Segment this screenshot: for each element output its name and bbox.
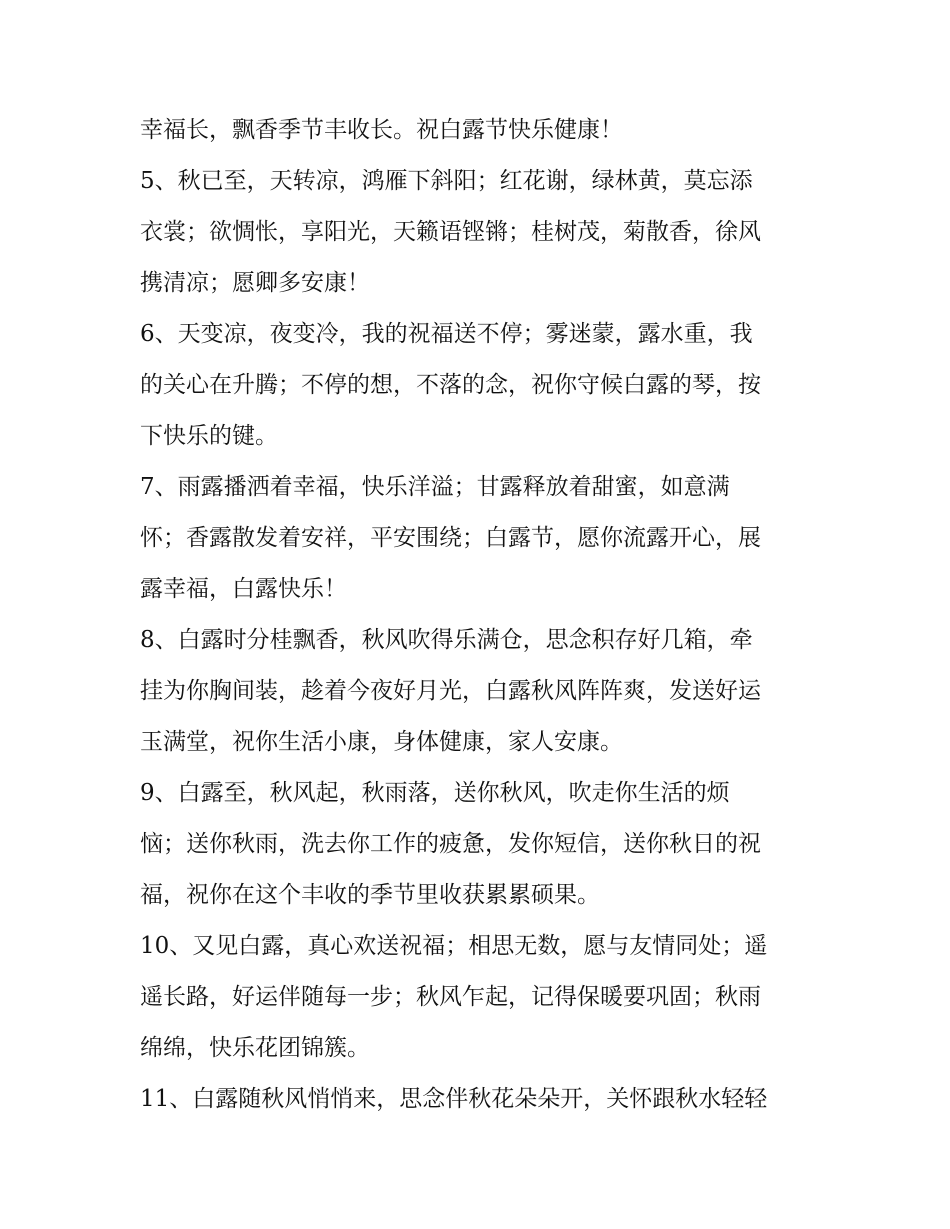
text-line: 10、又见白露，真心欢送祝福；相思无数，愿与友情同处；遥: [140, 933, 768, 959]
text-line: 下快乐的键。: [140, 423, 278, 449]
text-line: 8、白露时分桂飘香，秋风吹得乐满仓，思念积存好几箱，牵: [140, 627, 753, 653]
text-line: 11、白露随秋风悄悄来，思念伴秋花朵朵开，关怀跟秋水轻轻: [140, 1086, 768, 1112]
text-line: 的关心在升腾；不停的想，不落的念，祝你守候白露的琴，按: [140, 372, 761, 398]
text-line: 衣裳；欲惆怅，享阳光，天籁语铿锵；桂树茂，菊散香，徐风: [140, 219, 761, 245]
text-line: 幸福长，飘香季节丰收长。祝白露节快乐健康！: [140, 117, 623, 143]
text-line: 露幸福，白露快乐！: [140, 576, 347, 602]
text-line: 怀；香露散发着安祥，平安围绕；白露节，愿你流露开心，展: [140, 525, 761, 551]
text-line: 玉满堂，祝你生活小康，身体健康，家人安康。: [140, 729, 623, 755]
text-line: 携清凉；愿卿多安康！: [140, 270, 370, 296]
text-line: 5、秋已至，天转凉，鸿雁下斜阳；红花谢，绿林黄，莫忘添: [140, 168, 753, 194]
text-line: 6、天变凉，夜变冷，我的祝福送不停；雾迷蒙，露水重，我: [140, 321, 753, 347]
text-line: 9、白露至，秋风起，秋雨落，送你秋风，吹走你生活的烦: [140, 780, 730, 806]
text-line: 绵绵，快乐花团锦簇。: [140, 1035, 370, 1061]
text-line: 福，祝你在这个丰收的季节里收获累累硕果。: [140, 882, 600, 908]
text-line: 恼；送你秋雨，洗去你工作的疲惫，发你短信，送你秋日的祝: [140, 831, 761, 857]
text-line: 遥长路，好运伴随每一步；秋风乍起，记得保暖要巩固；秋雨: [140, 984, 761, 1010]
text-line: 7、雨露播洒着幸福，快乐洋溢；甘露释放着甜蜜，如意满: [140, 474, 730, 500]
text-line: 挂为你胸间装，趁着今夜好月光，白露秋风阵阵爽，发送好运: [140, 678, 761, 704]
